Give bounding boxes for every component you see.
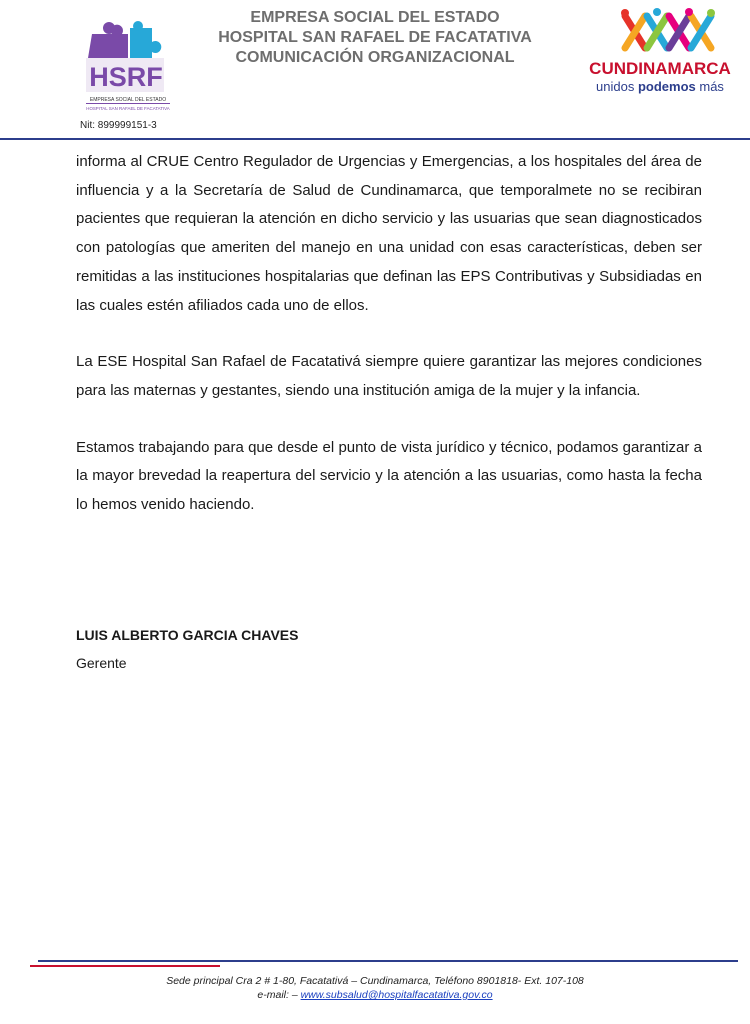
- paragraph-1: informa al CRUE Centro Regulador de Urgencias y Emergencias, a los hospitales del área de influencia y a la Secretaría de Salud de Cundinamarca, que temporalmete no se recibiran pacientes que requieran la atención en dicho servicio y las usuarias que sean diagnosticados con patologías que ameriten del manejo en una unidad con esas características, deben ser remitidas a las instituciones hospitalarias que definan las EPS Contributivas y Subsidiadas en las cuales estén afiliados cada uno de ellos.: [76, 153, 702, 314]
- paragraph-2: La ESE Hospital San Rafael de Facatativá siempre quiere garantizar las mejores condiciones para las maternas y gestantes, siendo una institución amiga de la mujer y la infancia.: [76, 353, 702, 399]
- hsrf-logo-line1: EMPRESA SOCIAL DEL ESTADO: [89, 97, 167, 103]
- signer-name: LUIS ALBERTO GARCIA CHAVES: [76, 627, 299, 643]
- footer-divider-red: [30, 965, 220, 967]
- header-title-line-3: COMUNICACIÓN ORGANIZACIONAL: [235, 49, 515, 66]
- footer-address: Sede principal Cra 2 # 1-80, Facatativá – Cundinamarca, Teléfono 8901818- Ext. 107-108: [166, 975, 584, 987]
- cundinamarca-logo-name: CUNDINAMARCA: [589, 59, 731, 78]
- signer-role: Gerente: [76, 655, 127, 671]
- footer-email-line: [0, 988, 750, 1002]
- header-title-line-2: HOSPITAL SAN RAFAEL DE FACATATIVA: [218, 29, 532, 46]
- nit-number: Nit: 899999151-3: [80, 120, 157, 131]
- footer-email-prefix: e-mail: –: [257, 989, 301, 1001]
- hsrf-logo: [78, 20, 178, 115]
- signature-block: [76, 624, 298, 674]
- cundinamarca-logo: [585, 8, 735, 98]
- hsrf-logo-letters: HSRF: [89, 62, 163, 92]
- header-title: [195, 8, 555, 68]
- hsrf-logo-line2: HOSPITAL SAN RAFAEL DE FACATATIVA: [86, 106, 170, 111]
- footer-divider-blue: [38, 960, 738, 962]
- cundinamarca-logo-tagline: unidos podemos más: [596, 79, 724, 94]
- footer: [0, 974, 750, 1002]
- header-divider: [0, 138, 750, 140]
- letter-body: [76, 148, 702, 548]
- header-title-line-1: EMPRESA SOCIAL DEL ESTADO: [250, 9, 500, 26]
- footer-email-link[interactable]: www.subsalud@hospitalfacatativa.gov.co: [300, 989, 493, 1001]
- paragraph-3: Estamos trabajando para que desde el punto de vista jurídico y técnico, podamos garantizar a la mayor brevedad la reapertura del servicio y la atención a las usuarias, como hasta la fecha lo hemos venido haciendo.: [76, 438, 702, 514]
